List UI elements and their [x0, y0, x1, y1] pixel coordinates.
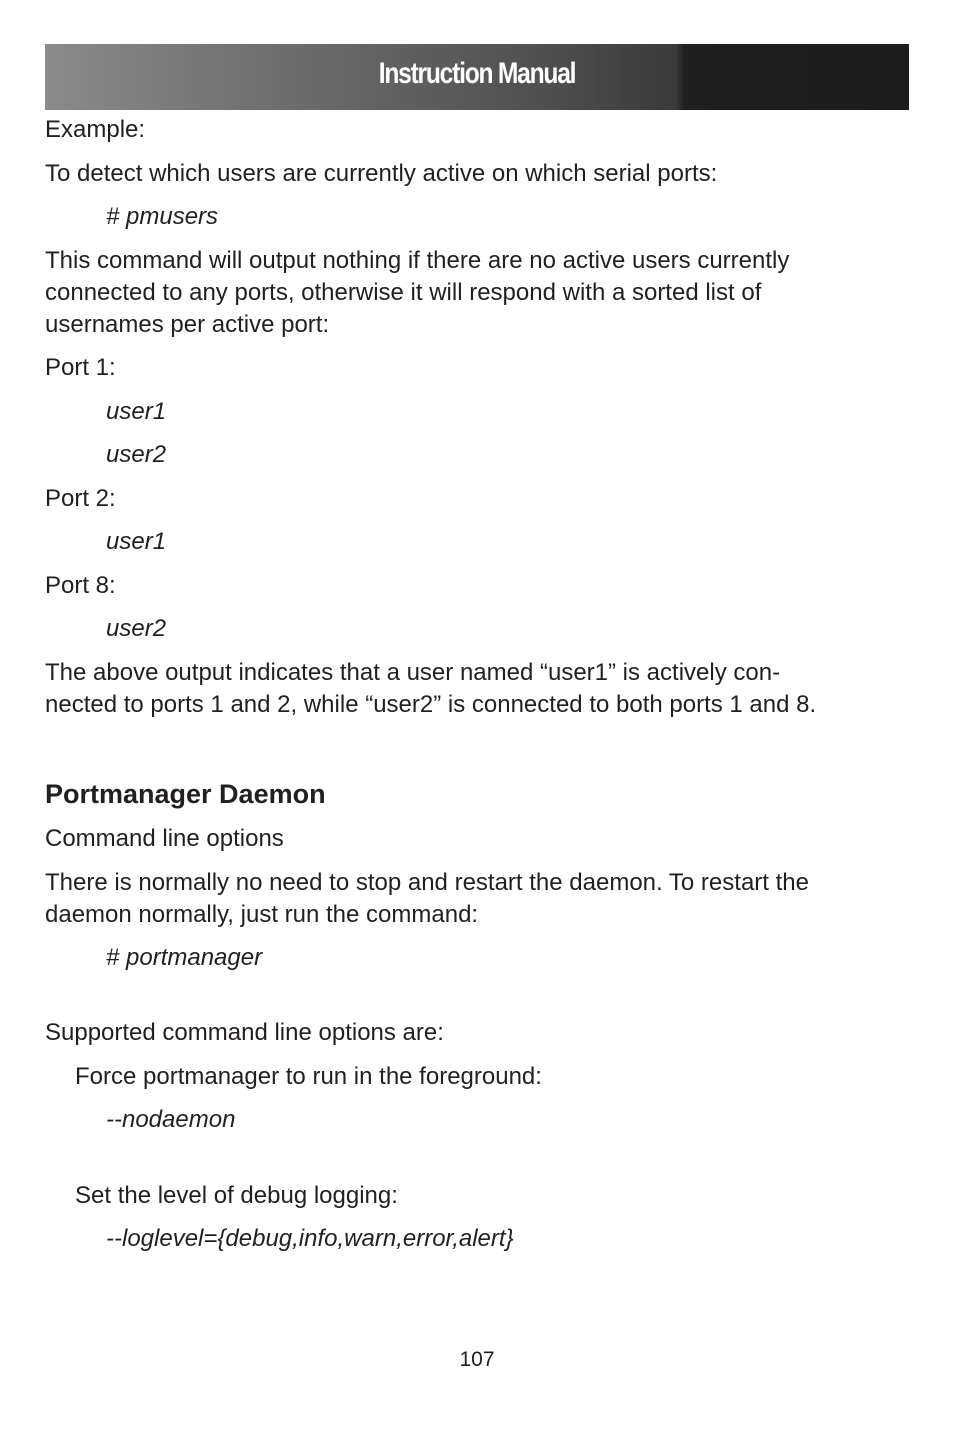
example-label: Example: — [45, 116, 146, 143]
page-header-banner — [45, 44, 909, 110]
output-description-line-2: connected to any ports, otherwise it will respond with a sorted list of — [45, 279, 762, 306]
port-8-label: Port 8: — [45, 572, 116, 599]
command-line-options-label: Command line options — [45, 825, 284, 852]
port-2-label: Port 2: — [45, 485, 116, 512]
page-number: 107 — [459, 1348, 495, 1371]
summary-line-2: nected to ports 1 and 2, while “user2” is connected to both ports 1 and 8. — [45, 691, 817, 718]
option-nodaemon: --nodaemon — [106, 1106, 236, 1133]
section-heading: Portmanager Daemon — [45, 779, 326, 809]
port-2-user1: user1 — [106, 528, 167, 555]
debug-level-label: Set the level of debug logging: — [75, 1182, 398, 1209]
command-portmanager: # portmanager — [106, 944, 263, 971]
port-1-user1: user1 — [106, 398, 167, 425]
force-foreground-label: Force portmanager to run in the foreground: — [75, 1063, 542, 1090]
command-pmusers: # pmusers — [106, 203, 219, 230]
restart-description-line-1: There is normally no need to stop and restart the daemon. To restart the — [45, 869, 809, 896]
supported-options-label: Supported command line options are: — [45, 1019, 444, 1046]
port-1-label: Port 1: — [45, 354, 116, 381]
port-8-user2: user2 — [106, 615, 167, 642]
detect-intro: To detect which users are currently active on which serial ports: — [45, 160, 718, 187]
restart-description-line-2: daemon normally, just run the command: — [45, 901, 479, 928]
port-1-user2: user2 — [106, 441, 167, 468]
header-title: Instruction Manual — [378, 57, 576, 90]
output-description-line-3: usernames per active port: — [45, 311, 330, 338]
output-description-line-1: This command will output nothing if there are no active users currently — [45, 247, 790, 274]
summary-line-1: The above output indicates that a user named “user1” is actively con- — [45, 659, 781, 686]
option-loglevel: --loglevel={debug,info,warn,error,alert} — [106, 1225, 514, 1252]
